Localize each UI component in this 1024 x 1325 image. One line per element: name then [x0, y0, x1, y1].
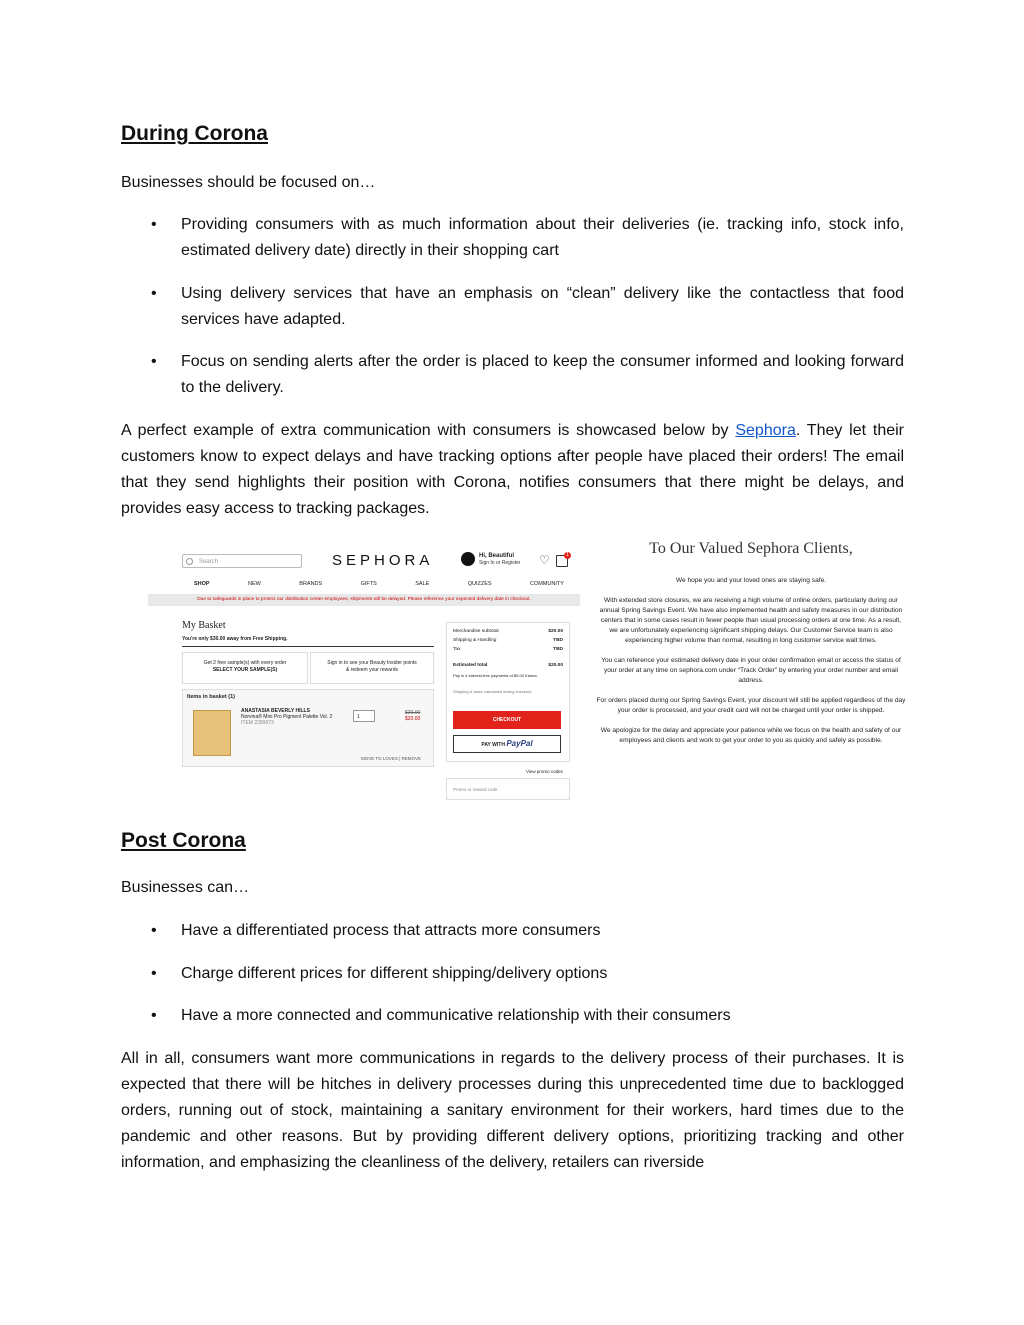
nav-sale[interactable]: SALE — [415, 581, 430, 587]
main-nav — [194, 581, 564, 587]
basket-title: My Basket — [182, 620, 226, 631]
order-summary — [446, 622, 570, 762]
letter-paragraph: We hope you and your loved ones are staying safe. — [675, 577, 827, 584]
select-samples-button[interactable]: SELECT YOUR SAMPLE(S) — [212, 667, 278, 673]
klarna-note: Pay in 4 interest-free payments of $5.00 Klarna. — [453, 673, 538, 678]
summary-row: Tax TBD — [453, 647, 563, 652]
remove-link[interactable]: REMOVE — [401, 756, 422, 761]
basket-items — [182, 689, 434, 767]
letter-paragraph: You can reference your estimated delivery date in your order confirmation email or access the status of your order at any time on sephora.com under “Track Order” by entering your order number and email address. — [601, 657, 901, 684]
cart-count-badge: 1 — [564, 552, 571, 559]
sephora-letter — [596, 540, 906, 793]
samples-box[interactable]: Get 2 free sample(s) with every order SELECT YOUR SAMPLE(S) — [182, 652, 308, 684]
divider — [182, 646, 434, 647]
list-item: • Using delivery services that have an emphasis on “clean” delivery like the contactless that food services have adapted. — [181, 281, 904, 333]
list-item: • Charge different prices for different shipping/delivery options — [181, 961, 904, 987]
item-actions: MOVE TO LOVES | REMOVE — [361, 756, 422, 761]
bullet-icon: • — [151, 353, 157, 370]
search-icon — [186, 558, 193, 565]
sephora-link[interactable]: Sephora — [735, 422, 796, 439]
free-shipping-note: You're only $30.00 away from Free Shipping. — [182, 636, 288, 642]
move-to-loves-link[interactable]: MOVE TO LOVES — [361, 756, 398, 761]
post-corona-heading: Post Corona — [121, 829, 246, 852]
delay-banner: Due to safeguards in place to protect our distribution center employees, shipments will be delayed. Please reference your expected delivery date in checkout. — [148, 594, 580, 606]
view-promo-codes-link[interactable]: View promo codes — [526, 769, 563, 774]
paypal-button[interactable]: PAY WITH PayPal — [453, 735, 561, 753]
letter-paragraph: For orders placed during our Spring Savings Event, your discount will still be applied regardless of the day your order is processed, and your credit card will not be charged until your order is shipped. — [596, 697, 906, 714]
bullet-icon: • — [151, 216, 157, 233]
bullet-icon: • — [151, 922, 157, 939]
checkout-button[interactable]: CHECKOUT — [453, 711, 561, 729]
list-item: • Have a more connected and communicative relationship with their consumers — [181, 1003, 904, 1029]
bullet-icon: • — [151, 285, 157, 302]
nav-shop[interactable]: SHOP — [194, 581, 210, 587]
nav-new[interactable]: NEW — [248, 581, 261, 587]
post-intro: Businesses can… — [121, 879, 250, 896]
conclusion-paragraph: All in all, consumers want more communications in regards to the delivery process of their purchases. It is expected that there will be hitches in delivery processes during this unprecedented time due to backlogged orders, running out of stock, maintaining a sanitary environment for their workers, hard times due to the pandemic and other reasons. But by providing different delivery options, prioritizing tracking and other information, and emphasizing the cleanliness of the delivery, retailers can riverside — [121, 1050, 904, 1171]
promo-code-input[interactable]: Promo or reward code — [446, 778, 570, 800]
list-item: • Have a differentiated process that attracts more consumers — [181, 918, 904, 944]
bullet-icon: • — [151, 1007, 157, 1024]
letter-paragraph: We apologize for the delay and appreciate your patience while we focus on the health and safety of our employees and clients and work to get your order to you as quickly and safely as possible. — [600, 727, 902, 744]
product-info: ANASTASIA BEVERLY HILLS Norvina® Mini Pro Pigment Palette Vol. 2 ITEM 2289973 — [241, 708, 333, 726]
summary-row: Merchandise subtotal $20.00 — [453, 629, 563, 634]
account-menu[interactable]: Hi, Beautiful Sign In or Register — [479, 553, 521, 566]
beauty-insider-box[interactable]: Sign in to see your Beauty Insider points & redeem your rewards — [310, 652, 434, 684]
quantity-select[interactable]: 1 — [353, 710, 375, 722]
items-heading: Items in basket (1) — [187, 694, 235, 700]
during-intro: Businesses should be focused on… — [121, 174, 376, 191]
heart-icon[interactable]: ♡ — [539, 553, 550, 567]
taxes-note: Shipping & taxes calculated during checkout — [453, 689, 532, 694]
sephora-cart-screenshot — [148, 540, 580, 802]
nav-quizzes[interactable]: QUIZZES — [467, 581, 492, 587]
list-item: • Focus on sending alerts after the order is placed to keep the consumer informed and looking forward to the delivery. — [181, 349, 904, 401]
nav-gifts[interactable]: GIFTS — [360, 581, 377, 587]
letter-title: To Our Valued Sephora Clients, — [649, 540, 853, 557]
product-image[interactable] — [193, 710, 231, 756]
example-paragraph: A perfect example of extra communication with consumers is showcased below by Sephora. They let their customers know to expect delays and have tracking options after people have placed their orders! The email that they send highlights their position with Corona, notifies consumers that there might be delays, and provides easy access to tracking packages. — [121, 422, 905, 517]
letter-paragraph: With extended store closures, we are receiving a high volume of online orders, particularly during our annual Spring Savings Event. We have also implemented health and safety measures in our distribution centers that in some cases result in fewer people than usual processing orders at one time. As a result, we are unfortunately experiencing significant shipping delays. Our Customer Service team is also experiencing higher volume than normal, resulting in long customer service wait times. — [599, 597, 903, 644]
sephora-logo: SEPHORA — [332, 552, 434, 569]
estimated-total: Estimated total $20.00 — [453, 663, 563, 668]
nav-community[interactable]: COMMUNITY — [530, 581, 564, 587]
nav-brands[interactable]: BRANDS — [299, 581, 323, 587]
summary-row: Shipping & Handling TBD — [453, 638, 563, 643]
during-corona-heading: During Corona — [121, 122, 268, 145]
avatar — [461, 552, 475, 566]
search-input[interactable]: Search — [182, 554, 302, 568]
list-item: • Providing consumers with as much information about their deliveries (ie. tracking info, stock info, estimated delivery date) directly in their shopping cart — [181, 212, 904, 264]
product-price: $29.00 $20.00 — [405, 710, 421, 722]
bullet-icon: • — [151, 965, 157, 982]
